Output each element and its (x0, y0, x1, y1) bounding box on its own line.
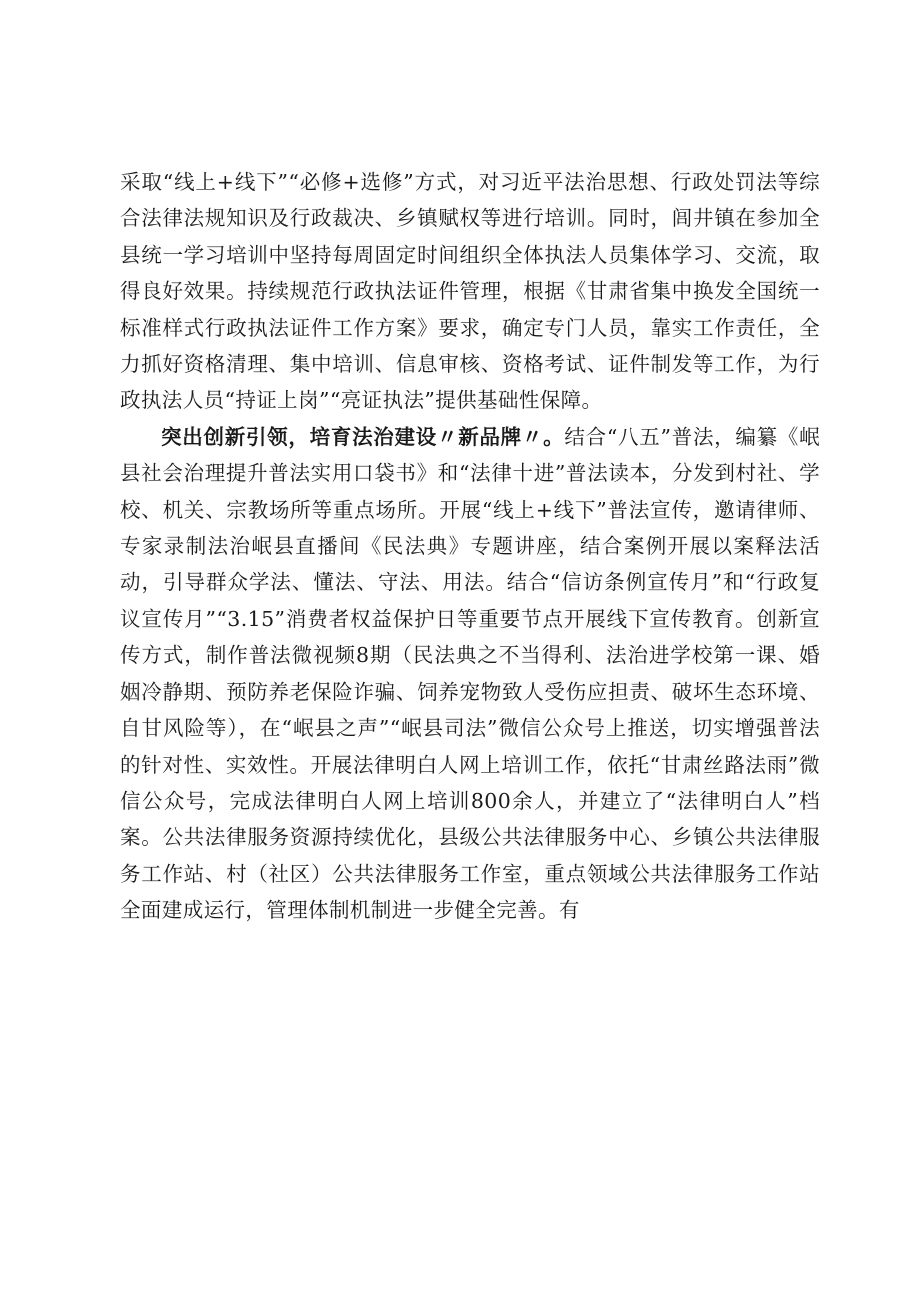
paragraph-lead-heading: 突出创新引领，培育法治建设〃新品牌〃。 (161, 424, 565, 449)
paragraph-innovation (120, 419, 820, 929)
paragraph-training (120, 164, 820, 419)
document-body (120, 164, 820, 929)
paragraph-text: 结合“八五”普法，编纂《岷县社会治理提升普法实用口袋书》和“法律十进”普法读本，分发到村社、学校、机关、宗教场所等重点场所。开展“线上+线下”普法宣传，邀请律师、专家录制法治岷县直播间《民法典》专题讲座，结合案例开展以案释法活动，引导群众学法、懂法、守法、用法。结合“信访条例宣传月”和“行政复议宣传月”“3.15”消费者权益保护日等重要节点开展线下宣传教育。创新宣传方式，制作普法微视频8期（民法典之不当得利、法治进学校第一课、婚姻冷静期、预防养老保险诈骗、饲养宠物致人受伤应担责、破坏生态环境、自甘风险等），在“岷县之声”“岷县司法”微信公众号上推送，切实增强普法的针对性、实效性。开展法律明白人网上培训工作，依托“甘肃丝路法雨”微信公众号，完成法律明白人网上培训800余人，并建立了“法律明白人”档案。公共法律服务资源持续优化，县级公共法律服务中心、乡镇公共法律服务工作站、村（社区）公共法律服务工作室，重点领域公共法律服务工作站全面建成运行，管理体制机制进一步健全完善。有 (120, 424, 820, 923)
paragraph-text: 采取“线上+线下”“必修+选修”方式，对习近平法治思想、行政处罚法等综合法律法规知识及行政裁决、乡镇赋权等进行培训。同时，闾井镇在参加全县统一学习培训中坚持每周固定时间组织全体执法人员集体学习、交流，取得良好效果。持续规范行政执法证件管理，根据《甘肃省集中换发全国统一标准样式行政执法证件工作方案》要求，确定专门人员，靠实工作责任，全力抓好资格清理、集中培训、信息审核、资格考试、证件制发等工作，为行政执法人员“持证上岗”“亮证执法”提供基础性保障。 (120, 170, 820, 413)
